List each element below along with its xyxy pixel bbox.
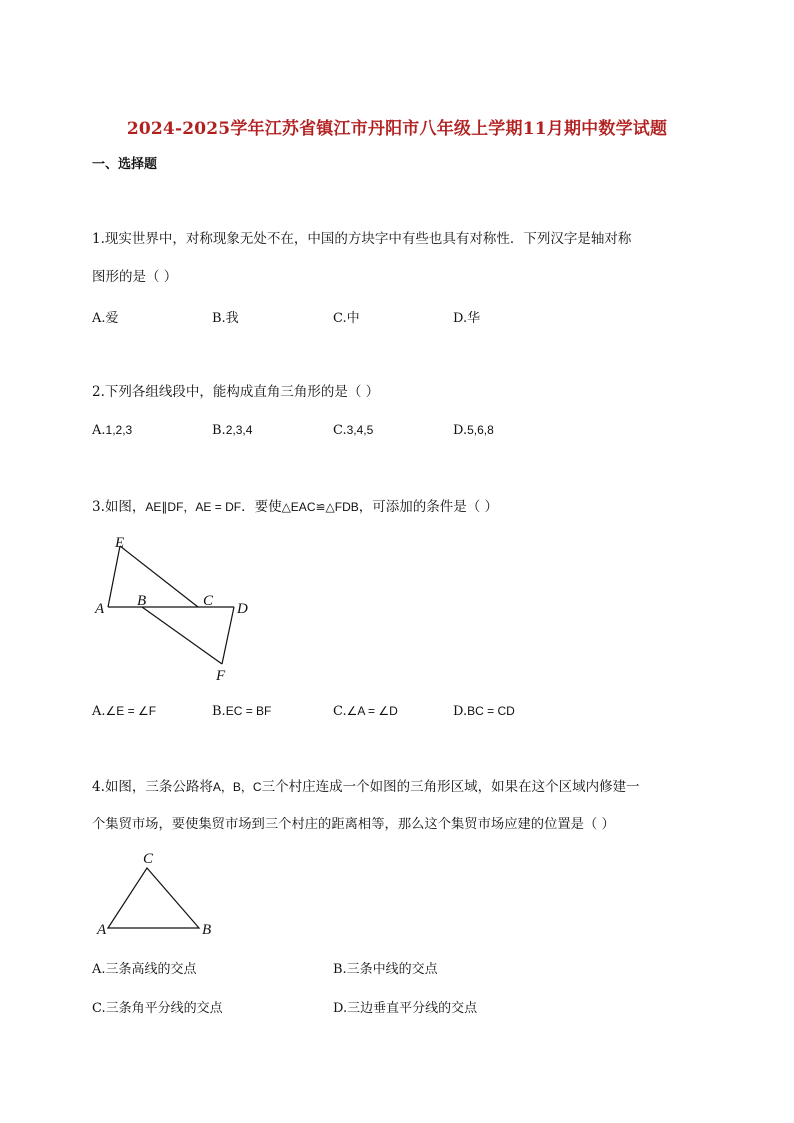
q4-label-a: A — [97, 922, 107, 938]
q3-option-d-letter: D. — [453, 704, 468, 719]
q3-stem-condition: AE∥DF，AE = DF — [145, 500, 242, 514]
q1-stem-line1: 1.现实世界中，对称现象无处不在，中国的方块字中有些也具有对称性．下列汉字是轴对称 — [92, 231, 632, 247]
q3-label-f: F — [216, 668, 226, 684]
q3-segment-ea — [108, 546, 120, 607]
q3-option-b-value: EC = BF — [225, 704, 272, 718]
q3-label-a: A — [95, 601, 105, 617]
q3-stem-post: ，可添加的条件是（ ） — [358, 499, 499, 515]
q3-option-b-letter: B. — [212, 704, 226, 719]
q4-label-c: C — [143, 851, 154, 867]
q3-option-c-value: ∠A = ∠D — [346, 704, 398, 718]
q3-segment-df — [222, 607, 234, 664]
document-title: 2024-2025学年江苏省镇江市丹阳市八年级上学期11月期中数学试题 — [126, 119, 668, 139]
q2-option-a[interactable] — [92, 423, 132, 438]
q1-option-a[interactable]: A.爱 — [92, 311, 119, 326]
q4-stem-line2: 个集贸市场，要使集贸市场到三个村庄的距离相等，那么这个集贸市场应建的位置是（ ） — [92, 817, 615, 832]
q4-stem-points: A，B，C — [212, 780, 262, 794]
q2-option-b-letter: B. — [212, 423, 226, 438]
q3-label-c: C — [203, 593, 214, 609]
q2-option-c-value: 3,4,5 — [346, 423, 374, 437]
q2-option-c[interactable] — [333, 423, 373, 438]
q4-label-b: B — [202, 922, 212, 938]
q4-stem-line1-post: 三个村庄连成一个如图的三角形区域，如果在这个区域内修建一 — [261, 779, 640, 795]
q2-option-a-value: 1,2,3 — [105, 423, 133, 437]
q2-option-b[interactable] — [212, 423, 252, 438]
q2-stem: 2.下列各组线段中，能构成直角三角形的是（ ） — [92, 384, 380, 400]
q2-option-c-letter: C. — [333, 423, 347, 438]
q3-option-d-value: BC = CD — [467, 704, 515, 718]
q3-option-a-letter: A. — [92, 704, 106, 719]
q3-segment-bf — [142, 607, 222, 664]
q3-option-c-letter: C. — [333, 704, 347, 719]
q2-option-a-letter: A. — [92, 423, 106, 438]
q3-option-a-value: ∠E = ∠F — [105, 704, 157, 718]
q3-option-a[interactable] — [92, 704, 156, 719]
q3-option-d[interactable] — [453, 704, 515, 719]
q4-figure — [92, 848, 222, 940]
q4-option-b[interactable]: B.三条中线的交点 — [333, 962, 438, 977]
section-heading: 一、选择题 — [92, 157, 158, 172]
q3-stem-pre: 3.如图， — [92, 499, 146, 515]
q1-option-b[interactable]: B.我 — [212, 311, 239, 326]
q4-option-a[interactable]: A.三条高线的交点 — [92, 962, 197, 977]
q3-label-b: B — [137, 593, 147, 609]
q1-option-c[interactable]: C.中 — [333, 311, 360, 326]
q4-option-d[interactable]: D.三边垂直平分线的交点 — [333, 1001, 478, 1016]
q3-stem — [92, 497, 498, 517]
q2-option-d-value: 5,6,8 — [467, 423, 494, 437]
q3-option-b[interactable] — [212, 704, 271, 719]
q3-stem-congruence: △EAC≌△FDB — [281, 500, 359, 514]
q3-option-c[interactable] — [333, 704, 398, 719]
q4-triangle-abc — [108, 868, 199, 928]
q2-option-d-letter: D. — [453, 423, 468, 438]
q4-option-c[interactable]: C.三条角平分线的交点 — [92, 1001, 223, 1016]
q4-stem-line1-pre: 4.如图，三条公路将 — [92, 779, 213, 795]
q3-figure — [92, 528, 262, 686]
q3-label-d: D — [237, 601, 248, 617]
q3-stem-mid: ．要使 — [241, 499, 282, 515]
q1-option-d[interactable]: D.华 — [453, 311, 481, 326]
q4-stem-line1 — [92, 777, 640, 797]
q3-label-e: E — [115, 535, 125, 551]
q2-option-b-value: 2,3,4 — [225, 423, 253, 437]
q1-stem-line2: 图形的是（ ） — [92, 269, 178, 285]
q3-segment-ec — [120, 546, 198, 607]
q2-option-d[interactable] — [453, 423, 494, 438]
